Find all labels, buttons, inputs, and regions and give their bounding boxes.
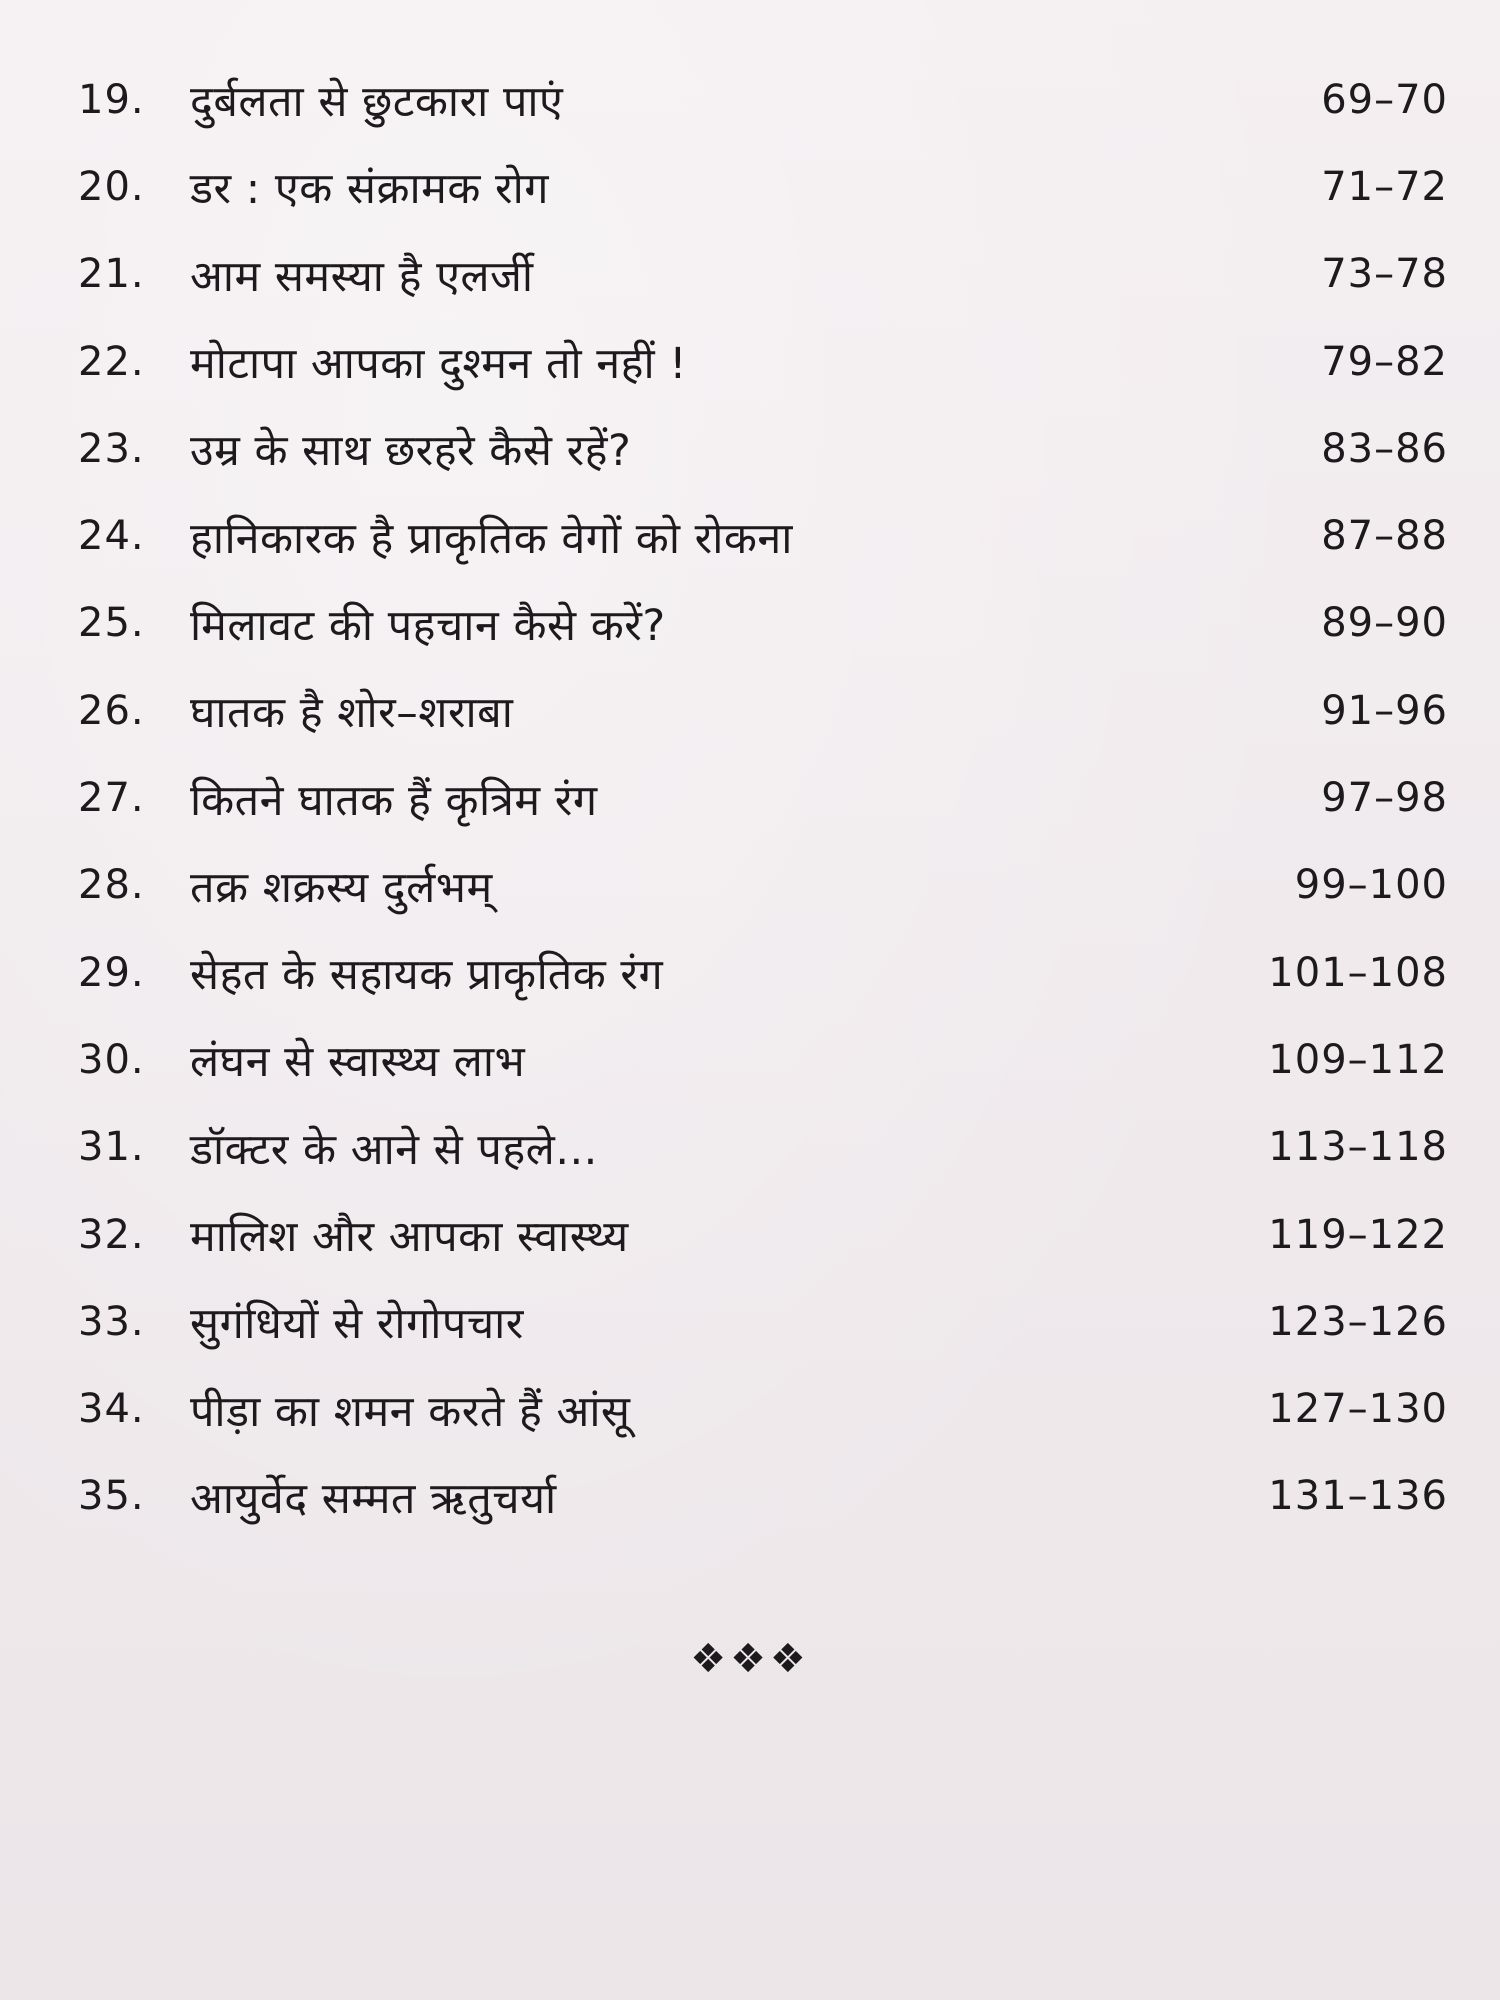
toc-entry-title: तक्र शक्रस्य दुर्लभम्	[190, 862, 493, 913]
toc-entry-pages: 87–88	[1321, 513, 1448, 560]
toc-entry	[78, 1016, 1448, 1103]
toc-entry-pages: 91–96	[1321, 687, 1448, 734]
toc-entry-title: हानिकारक है प्राकृतिक वेगों को रोकना	[190, 513, 793, 564]
toc-entry-title: सुगंधियों से रोगोपचार	[190, 1299, 524, 1350]
toc-entry-number: 23.	[78, 425, 145, 472]
toc-entry-number: 21.	[78, 251, 145, 298]
toc-entry-pages: 89–90	[1321, 600, 1448, 647]
toc-entry	[78, 1104, 1448, 1191]
toc-entry	[78, 143, 1448, 230]
toc-entry-number: 24.	[78, 513, 145, 560]
toc-entry-title: कितने घातक हैं कृत्रिम रंग	[190, 775, 598, 826]
toc-entry-pages: 73–78	[1321, 251, 1448, 298]
toc-entry-pages: 131–136	[1268, 1473, 1448, 1520]
toc-entry-title: मोटापा आपका दुश्मन तो नहीं !	[190, 339, 688, 390]
toc-entry	[78, 842, 1448, 929]
toc-entry-number: 31.	[78, 1124, 145, 1171]
toc-entry-pages: 97–98	[1321, 775, 1448, 822]
toc-entry-pages: 69–70	[1321, 76, 1448, 123]
toc-entry	[78, 1453, 1448, 1540]
toc-entry-number: 20.	[78, 163, 145, 210]
toc-entry-pages: 101–108	[1268, 949, 1448, 996]
toc-entry-number: 29.	[78, 949, 145, 996]
toc-entry-pages: 71–72	[1321, 163, 1448, 210]
table-of-contents	[78, 56, 1448, 1540]
toc-entry	[78, 1365, 1448, 1452]
toc-entry-title: लंघन से स्वास्थ्य लाभ	[190, 1037, 526, 1088]
toc-entry-number: 35.	[78, 1473, 145, 1520]
toc-entry-title: डॉक्टर के आने से पहले...	[190, 1124, 598, 1175]
toc-entry-pages: 99–100	[1294, 862, 1448, 909]
toc-entry-pages: 83–86	[1321, 425, 1448, 472]
toc-entry-title: डर : एक संक्रामक रोग	[190, 164, 549, 215]
toc-entry-number: 34.	[78, 1386, 145, 1433]
toc-entry-title: घातक है शोर–शराबा	[190, 688, 514, 739]
toc-entry-number: 19.	[78, 76, 145, 123]
toc-entry	[78, 318, 1448, 405]
toc-entry-pages: 113–118	[1268, 1124, 1448, 1171]
toc-entry-number: 30.	[78, 1036, 145, 1083]
toc-entry-title: उम्र के साथ छरहरे कैसे रहें?	[190, 426, 632, 477]
toc-entry	[78, 667, 1448, 754]
toc-entry-title: आम समस्या है एलर्जी	[190, 251, 534, 302]
toc-entry-pages: 123–126	[1268, 1298, 1448, 1345]
toc-entry	[78, 56, 1448, 143]
toc-entry-pages: 119–122	[1268, 1211, 1448, 1258]
toc-entry-title: आयुर्वेद सम्मत ऋतुचर्या	[190, 1473, 557, 1524]
toc-entry	[78, 405, 1448, 492]
toc-entry	[78, 492, 1448, 579]
toc-entry-pages: 109–112	[1268, 1036, 1448, 1083]
toc-entry-pages: 127–130	[1268, 1386, 1448, 1433]
toc-entry-number: 26.	[78, 687, 145, 734]
toc-entry	[78, 231, 1448, 318]
ornament-divider: ❖❖❖	[690, 1636, 810, 1682]
toc-entry-number: 25.	[78, 600, 145, 647]
toc-entry-number: 28.	[78, 862, 145, 909]
toc-entry	[78, 1191, 1448, 1278]
toc-entry	[78, 929, 1448, 1016]
toc-entry-title: मिलावट की पहचान कैसे करें?	[190, 600, 666, 651]
toc-entry-number: 33.	[78, 1298, 145, 1345]
toc-entry-number: 22.	[78, 338, 145, 385]
toc-entry-number: 32.	[78, 1211, 145, 1258]
toc-entry-title: पीड़ा का शमन करते हैं आंसू	[190, 1386, 631, 1437]
toc-entry-title: मालिश और आपका स्वास्थ्य	[190, 1212, 629, 1262]
toc-entry-pages: 79–82	[1321, 338, 1448, 385]
toc-entry-number: 27.	[78, 775, 145, 822]
toc-entry-title: सेहत के सहायक प्राकृतिक रंग	[190, 950, 664, 1001]
toc-entry-title: दुर्बलता से छुटकारा पाएं	[190, 77, 564, 128]
toc-entry	[78, 1278, 1448, 1365]
toc-entry	[78, 580, 1448, 667]
toc-entry	[78, 754, 1448, 841]
